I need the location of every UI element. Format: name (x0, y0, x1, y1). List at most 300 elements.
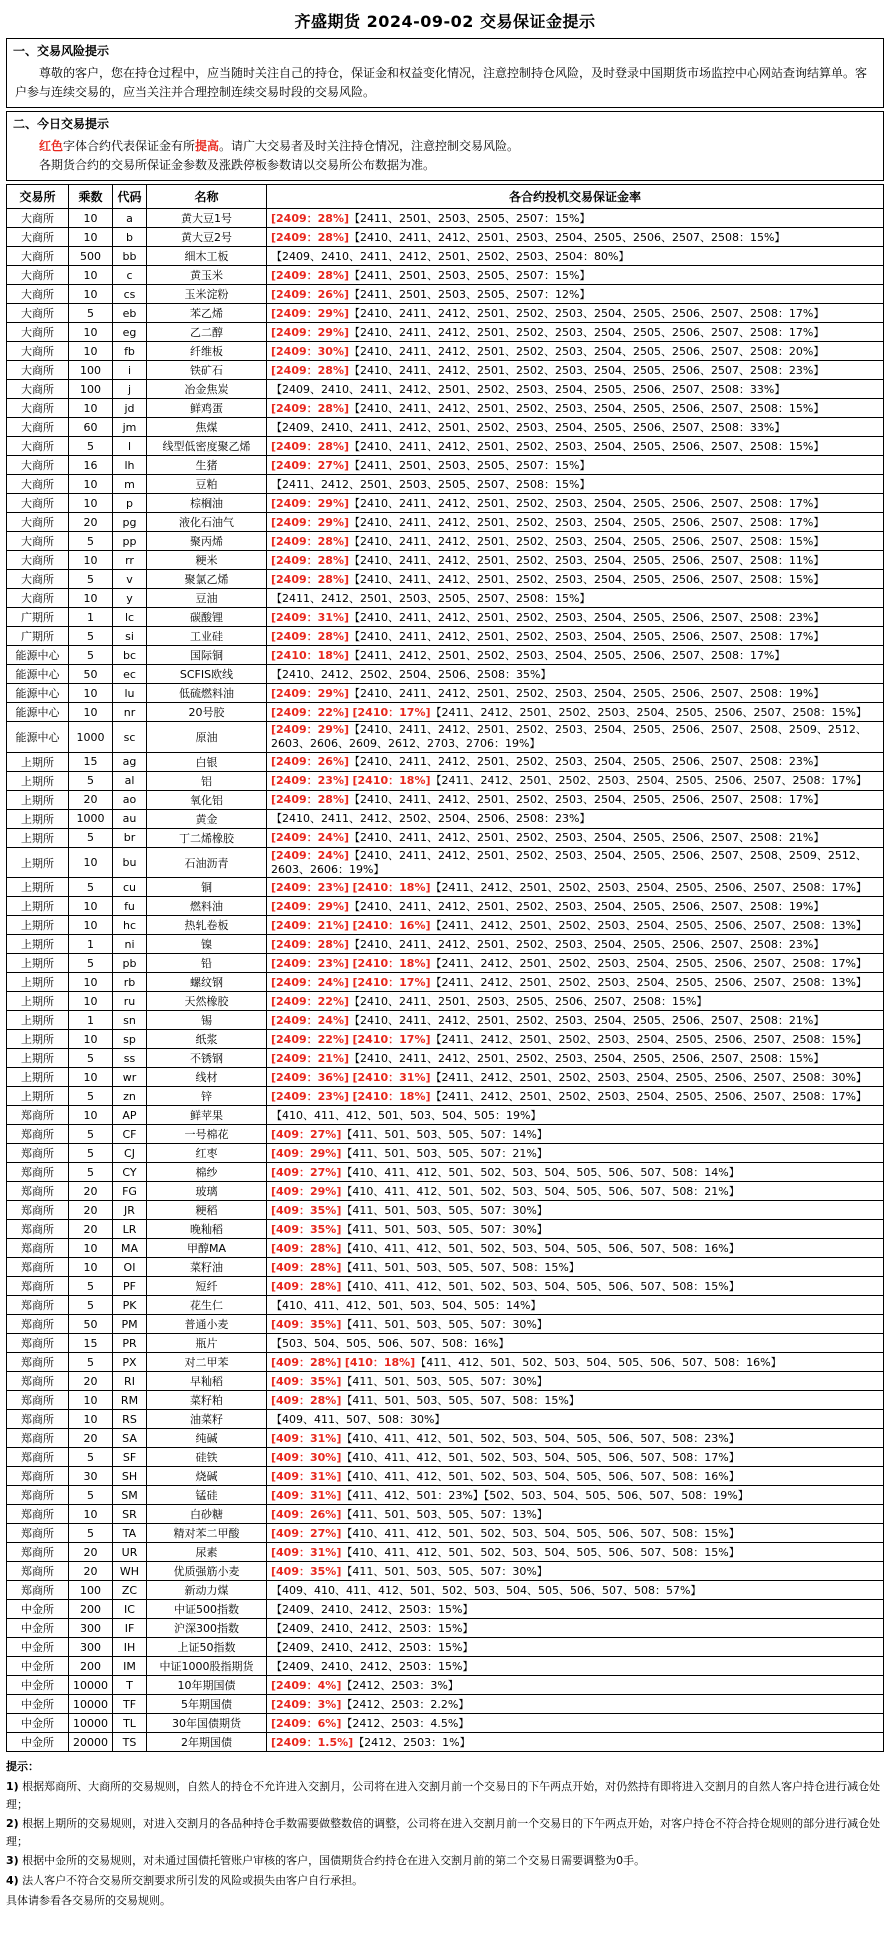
table-row (7, 684, 884, 703)
cell-exchange: 郑商所 (7, 1505, 69, 1524)
cell-code: ss (113, 1049, 147, 1068)
table-row (7, 771, 884, 790)
cell-name: 聚氯乙烯 (147, 570, 267, 589)
cell-margin-rate: [2409：28%]【2410、2411、2412、2501、2502、2503、2504、2505、2506、2507、2508：23%】 (267, 935, 884, 954)
table-row (7, 304, 884, 323)
table-row (7, 1657, 884, 1676)
cell-multiplier: 20 (69, 1543, 113, 1562)
table-row (7, 1220, 884, 1239)
cell-name: 豆油 (147, 589, 267, 608)
cell-margin-rate: 【2409、2410、2412、2503：15%】 (267, 1619, 884, 1638)
table-row (7, 266, 884, 285)
cell-name: 豆粕 (147, 475, 267, 494)
cell-code: TS (113, 1733, 147, 1752)
cell-exchange: 大商所 (7, 532, 69, 551)
table-row (7, 1049, 884, 1068)
footer-note (6, 1778, 884, 1813)
cell-margin-rate: [409：28%] [410：18%]【411、412、501、502、503、504、505、506、507、508：16%】 (267, 1353, 884, 1372)
table-row (7, 342, 884, 361)
cell-code: pb (113, 954, 147, 973)
cell-multiplier: 1 (69, 935, 113, 954)
cell-multiplier: 1000 (69, 809, 113, 828)
cell-name: 国际铜 (147, 646, 267, 665)
cell-exchange: 上期所 (7, 847, 69, 878)
cell-code: rr (113, 551, 147, 570)
cell-name: 晚籼稻 (147, 1220, 267, 1239)
cell-code: m (113, 475, 147, 494)
cell-code: ni (113, 935, 147, 954)
cell-exchange: 郑商所 (7, 1486, 69, 1505)
cell-name: 不锈钢 (147, 1049, 267, 1068)
table-row (7, 247, 884, 266)
cell-margin-rate: [2409：23%] [2410：18%]【2411、2412、2501、2502、2503、2504、2505、2506、2507、2508：17%】 (267, 878, 884, 897)
table-row (7, 1695, 884, 1714)
cell-name: 新动力煤 (147, 1581, 267, 1600)
cell-name: 低硫燃料油 (147, 684, 267, 703)
cell-name: 精对苯二甲酸 (147, 1524, 267, 1543)
cell-margin-rate: [2409：29%]【2410、2411、2412、2501、2502、2503、2504、2505、2506、2507、2508：17%】 (267, 494, 884, 513)
cell-name: 中证1000股指期货 (147, 1657, 267, 1676)
cell-exchange: 上期所 (7, 1049, 69, 1068)
cell-exchange: 大商所 (7, 209, 69, 228)
cell-code: ag (113, 752, 147, 771)
section-today-notice (6, 111, 884, 181)
table-row (7, 589, 884, 608)
cell-name: 10年期国债 (147, 1676, 267, 1695)
cell-name: 鲜苹果 (147, 1106, 267, 1125)
cell-multiplier: 10 (69, 228, 113, 247)
cell-name: 棕榈油 (147, 494, 267, 513)
cell-exchange: 中金所 (7, 1657, 69, 1676)
cell-name: 线型低密度聚乙烯 (147, 437, 267, 456)
cell-code: lc (113, 608, 147, 627)
table-row (7, 1182, 884, 1201)
cell-margin-rate: 【2409、2410、2412、2503：15%】 (267, 1638, 884, 1657)
cell-multiplier: 10 (69, 1410, 113, 1429)
cell-exchange: 中金所 (7, 1714, 69, 1733)
table-row (7, 285, 884, 304)
cell-exchange: 郑商所 (7, 1467, 69, 1486)
cell-multiplier: 5 (69, 1524, 113, 1543)
cell-exchange: 郑商所 (7, 1410, 69, 1429)
cell-name: 5年期国债 (147, 1695, 267, 1714)
cell-code: IF (113, 1619, 147, 1638)
cell-code: WH (113, 1562, 147, 1581)
cell-name: 黄大豆2号 (147, 228, 267, 247)
cell-multiplier: 5 (69, 771, 113, 790)
cell-exchange: 大商所 (7, 589, 69, 608)
cell-code: lh (113, 456, 147, 475)
today-notice-line-1 (15, 137, 875, 156)
cell-name: 工业硅 (147, 627, 267, 646)
cell-multiplier: 10 (69, 475, 113, 494)
cell-multiplier: 5 (69, 304, 113, 323)
cell-name: 棉纱 (147, 1163, 267, 1182)
cell-margin-rate: [2409：24%]【2410、2411、2412、2501、2502、2503、2504、2505、2506、2507、2508：21%】 (267, 1011, 884, 1030)
table-row (7, 570, 884, 589)
cell-name: 铜 (147, 878, 267, 897)
cell-multiplier: 5 (69, 646, 113, 665)
cell-margin-rate: [2409：23%] [2410：18%]【2411、2412、2501、2502、2503、2504、2505、2506、2507、2508：17%】 (267, 771, 884, 790)
cell-code: rb (113, 973, 147, 992)
cell-margin-rate: [2409：22%]【2410、2411、2501、2503、2505、2506、2507、2508：15%】 (267, 992, 884, 1011)
cell-multiplier: 500 (69, 247, 113, 266)
table-row (7, 418, 884, 437)
table-row (7, 916, 884, 935)
cell-multiplier: 5 (69, 627, 113, 646)
table-row (7, 1581, 884, 1600)
today-notice-line-2: 各期货合约的交易所保证金参数及涨跌停板参数请以交易所公布数据为准。 (39, 157, 436, 172)
cell-name: 细木工板 (147, 247, 267, 266)
cell-margin-rate: [2410：18%]【2411、2412、2501、2502、2503、2504、2505、2506、2507、2508：17%】 (267, 646, 884, 665)
cell-exchange: 中金所 (7, 1619, 69, 1638)
cell-multiplier: 100 (69, 380, 113, 399)
cell-code: SA (113, 1429, 147, 1448)
cell-code: c (113, 266, 147, 285)
cell-margin-rate: 【409、410、411、412、501、502、503、504、505、506、507、508：57%】 (267, 1581, 884, 1600)
cell-exchange: 郑商所 (7, 1562, 69, 1581)
cell-margin-rate: [2409：21%]【2410、2411、2412、2501、2502、2503、2504、2505、2506、2507、2508：15%】 (267, 1049, 884, 1068)
cell-name: 铝 (147, 771, 267, 790)
table-row (7, 361, 884, 380)
cell-name: 20号胶 (147, 703, 267, 722)
cell-code: SR (113, 1505, 147, 1524)
cell-name: 一号棉花 (147, 1125, 267, 1144)
cell-exchange: 能源中心 (7, 703, 69, 722)
table-row (7, 1638, 884, 1657)
cell-code: PK (113, 1296, 147, 1315)
cell-margin-rate: [2409：21%] [2410：16%]【2411、2412、2501、2502、2503、2504、2505、2506、2507、2508：13%】 (267, 916, 884, 935)
cell-code: CF (113, 1125, 147, 1144)
cell-margin-rate: [2409：28%]【2410、2411、2412、2501、2502、2503、2504、2505、2506、2507、2508：17%】 (267, 790, 884, 809)
cell-margin-rate: [409：30%]【410、411、412、501、502、503、504、505、506、507、508：17%】 (267, 1448, 884, 1467)
cell-margin-rate: [2409：22%] [2410：17%]【2411、2412、2501、2502、2503、2504、2505、2506、2507、2508：15%】 (267, 1030, 884, 1049)
cell-exchange: 大商所 (7, 380, 69, 399)
table-header-row (7, 185, 884, 209)
cell-code: sp (113, 1030, 147, 1049)
section-today-heading: 二、今日交易提示 (13, 117, 110, 132)
cell-code: zn (113, 1087, 147, 1106)
today-notice-suffix: 。请广大交易者及时关注持仓情况，注意控制交易风险。 (219, 139, 520, 154)
table-row (7, 1011, 884, 1030)
table-row (7, 847, 884, 878)
cell-margin-rate: [2409：28%]【2410、2411、2412、2501、2502、2503、2504、2505、2506、2507、2508：15%】 (267, 437, 884, 456)
cell-name: 原油 (147, 722, 267, 753)
cell-exchange: 郑商所 (7, 1543, 69, 1562)
cell-multiplier: 5 (69, 828, 113, 847)
cell-multiplier: 300 (69, 1638, 113, 1657)
cell-name: 铁矿石 (147, 361, 267, 380)
cell-code: br (113, 828, 147, 847)
cell-exchange: 郑商所 (7, 1391, 69, 1410)
cell-exchange: 上期所 (7, 790, 69, 809)
cell-name: 鲜鸡蛋 (147, 399, 267, 418)
cell-margin-rate: [409：35%]【411、501、503、505、507：30%】 (267, 1315, 884, 1334)
cell-multiplier: 10 (69, 897, 113, 916)
table-row (7, 722, 884, 753)
cell-exchange: 郑商所 (7, 1277, 69, 1296)
today-notice-mid: 字体合约代表保证金有所 (63, 139, 196, 154)
cell-exchange: 郑商所 (7, 1125, 69, 1144)
table-row (7, 1239, 884, 1258)
cell-code: j (113, 380, 147, 399)
cell-exchange: 能源中心 (7, 684, 69, 703)
cell-name: 苯乙烯 (147, 304, 267, 323)
table-row (7, 665, 884, 684)
cell-name: 冶金焦炭 (147, 380, 267, 399)
cell-exchange: 大商所 (7, 266, 69, 285)
cell-multiplier: 20 (69, 1201, 113, 1220)
cell-multiplier: 5 (69, 570, 113, 589)
cell-code: p (113, 494, 147, 513)
table-row (7, 1030, 884, 1049)
cell-multiplier: 5 (69, 1125, 113, 1144)
cell-margin-rate: [409：27%]【410、411、412、501、502、503、504、505、506、507、508：15%】 (267, 1524, 884, 1543)
cell-multiplier: 10 (69, 847, 113, 878)
cell-margin-rate: [409：26%]【411、501、503、505、507：13%】 (267, 1505, 884, 1524)
cell-margin-rate: [2409：28%]【2410、2411、2412、2501、2502、2503、2504、2505、2506、2507、2508：15%】 (267, 399, 884, 418)
cell-margin-rate: [2409：28%]【2410、2411、2412、2501、2502、2503、2504、2505、2506、2507、2508：15%】 (267, 570, 884, 589)
cell-name: 短纤 (147, 1277, 267, 1296)
cell-exchange: 中金所 (7, 1695, 69, 1714)
cell-code: sc (113, 722, 147, 753)
cell-code: i (113, 361, 147, 380)
cell-code: v (113, 570, 147, 589)
page-title: 齐盛期货 2024-09-02 交易保证金提示 (294, 12, 596, 31)
cell-exchange: 大商所 (7, 513, 69, 532)
cell-margin-rate: [409：29%]【410、411、412、501、502、503、504、505、506、507、508：21%】 (267, 1182, 884, 1201)
cell-margin-rate: [2409：31%]【2410、2411、2412、2501、2502、2503、2504、2505、2506、2507、2508：23%】 (267, 608, 884, 627)
cell-exchange: 上期所 (7, 809, 69, 828)
cell-multiplier: 5 (69, 437, 113, 456)
table-row (7, 809, 884, 828)
table-row (7, 790, 884, 809)
margin-rate-table (6, 184, 884, 1752)
cell-code: SF (113, 1448, 147, 1467)
cell-exchange: 大商所 (7, 228, 69, 247)
th-exchange: 交易所 (7, 185, 69, 209)
cell-margin-rate: 【409、411、507、508：30%】 (267, 1410, 884, 1429)
cell-code: lu (113, 684, 147, 703)
cell-multiplier: 5 (69, 532, 113, 551)
th-rate: 各合约投机交易保证金率 (267, 185, 884, 209)
cell-margin-rate: [2409：23%] [2410：18%]【2411、2412、2501、2502、2503、2504、2505、2506、2507、2508：17%】 (267, 954, 884, 973)
cell-multiplier: 20 (69, 1220, 113, 1239)
cell-margin-rate: 【410、411、412、501、503、504、505：14%】 (267, 1296, 884, 1315)
table-row (7, 1543, 884, 1562)
table-row (7, 897, 884, 916)
cell-exchange: 大商所 (7, 361, 69, 380)
red-text-label: 红色 (39, 139, 64, 154)
cell-multiplier: 10 (69, 1030, 113, 1049)
cell-name: 天然橡胶 (147, 992, 267, 1011)
cell-margin-rate: [409：27%]【411、501、503、505、507：14%】 (267, 1125, 884, 1144)
table-row (7, 646, 884, 665)
cell-name: 铅 (147, 954, 267, 973)
cell-exchange: 大商所 (7, 570, 69, 589)
cell-multiplier: 10 (69, 703, 113, 722)
cell-name: 2年期国债 (147, 1733, 267, 1752)
table-row (7, 513, 884, 532)
table-row (7, 1277, 884, 1296)
cell-exchange: 大商所 (7, 418, 69, 437)
cell-code: RI (113, 1372, 147, 1391)
cell-exchange: 上期所 (7, 954, 69, 973)
cell-exchange: 中金所 (7, 1733, 69, 1752)
cell-code: SM (113, 1486, 147, 1505)
table-row (7, 475, 884, 494)
table-row (7, 323, 884, 342)
table-row (7, 1163, 884, 1182)
cell-exchange: 广期所 (7, 608, 69, 627)
table-row (7, 1733, 884, 1752)
cell-exchange: 上期所 (7, 878, 69, 897)
cell-code: RM (113, 1391, 147, 1410)
cell-multiplier: 60 (69, 418, 113, 437)
cell-name: 菜籽粕 (147, 1391, 267, 1410)
table-row (7, 1429, 884, 1448)
cell-exchange: 郑商所 (7, 1258, 69, 1277)
table-row (7, 494, 884, 513)
cell-multiplier: 10 (69, 992, 113, 1011)
cell-multiplier: 50 (69, 1315, 113, 1334)
cell-code: LR (113, 1220, 147, 1239)
table-row (7, 209, 884, 228)
cell-code: UR (113, 1543, 147, 1562)
cell-exchange: 广期所 (7, 627, 69, 646)
cell-exchange: 上期所 (7, 752, 69, 771)
cell-name: 优质强筋小麦 (147, 1562, 267, 1581)
cell-multiplier: 1000 (69, 722, 113, 753)
cell-multiplier: 20 (69, 513, 113, 532)
section-risk-heading: 一、交易风险提示 (13, 44, 110, 58)
cell-exchange: 大商所 (7, 456, 69, 475)
cell-margin-rate: [2409：26%]【2411、2501、2503、2505、2507：12%】 (267, 285, 884, 304)
cell-multiplier: 1 (69, 1011, 113, 1030)
cell-exchange: 大商所 (7, 475, 69, 494)
risk-paragraph: 尊敬的客户，您在持仓过程中，应当随时关注自己的持仓，保证金和权益变化情况，注意控制持仓风险，及时登录中国期货市场监控中心网站查询结算单。客户参与连续交易的，应当关注并合理控制连续交易时段的交易风险。 (15, 66, 868, 99)
cell-margin-rate: [2409：3%]【2412、2503：2.2%】 (267, 1695, 884, 1714)
cell-margin-rate: 【2409、2410、2411、2412、2501、2502、2503、2504：80%】 (267, 247, 884, 266)
cell-multiplier: 15 (69, 1334, 113, 1353)
cell-exchange: 大商所 (7, 399, 69, 418)
cell-exchange: 上期所 (7, 828, 69, 847)
cell-margin-rate: 【2411、2412、2501、2503、2505、2507、2508：15%】 (267, 475, 884, 494)
cell-multiplier: 15 (69, 752, 113, 771)
cell-margin-rate: [2409：28%]【2411、2501、2503、2505、2507：15%】 (267, 209, 884, 228)
cell-margin-rate: 【2409、2410、2411、2412、2501、2502、2503、2504、2505、2506、2507、2508：33%】 (267, 418, 884, 437)
footer-note (6, 1872, 884, 1890)
cell-code: IM (113, 1657, 147, 1676)
cell-name: 锌 (147, 1087, 267, 1106)
cell-multiplier: 10 (69, 1106, 113, 1125)
cell-multiplier: 10 (69, 1239, 113, 1258)
cell-multiplier: 10000 (69, 1714, 113, 1733)
cell-margin-rate: [409：27%]【410、411、412、501、502、503、504、505、506、507、508：14%】 (267, 1163, 884, 1182)
cell-margin-rate: 【410、411、412、501、503、504、505：19%】 (267, 1106, 884, 1125)
table-row (7, 878, 884, 897)
table-row (7, 608, 884, 627)
cell-multiplier: 5 (69, 1296, 113, 1315)
cell-name: 生猪 (147, 456, 267, 475)
cell-name: 中证500指数 (147, 1600, 267, 1619)
cell-margin-rate: [2409：29%]【2410、2411、2412、2501、2502、2503、2504、2505、2506、2507、2508：17%】 (267, 323, 884, 342)
cell-exchange: 中金所 (7, 1638, 69, 1657)
cell-margin-rate: [409：31%]【410、411、412、501、502、503、504、505、506、507、508：15%】 (267, 1543, 884, 1562)
cell-margin-rate: [2409：1.5%]【2412、2503：1%】 (267, 1733, 884, 1752)
cell-exchange: 上期所 (7, 973, 69, 992)
cell-multiplier: 5 (69, 1486, 113, 1505)
cell-name: 早籼稻 (147, 1372, 267, 1391)
cell-multiplier: 5 (69, 954, 113, 973)
cell-exchange: 大商所 (7, 323, 69, 342)
cell-margin-rate: [409：28%]【411、501、503、505、507、508：15%】 (267, 1391, 884, 1410)
table-row (7, 1486, 884, 1505)
cell-margin-rate: [2409：26%]【2410、2411、2412、2501、2502、2503、2504、2505、2506、2507、2508：23%】 (267, 752, 884, 771)
cell-code: IC (113, 1600, 147, 1619)
cell-name: 白砂糖 (147, 1505, 267, 1524)
cell-exchange: 郑商所 (7, 1201, 69, 1220)
cell-margin-rate: [2409：28%]【2410、2411、2412、2501、2502、2503、2504、2505、2506、2507、2508：11%】 (267, 551, 884, 570)
cell-multiplier: 50 (69, 665, 113, 684)
cell-multiplier: 10 (69, 1258, 113, 1277)
cell-code: TF (113, 1695, 147, 1714)
cell-multiplier: 20 (69, 1429, 113, 1448)
cell-name: 硅铁 (147, 1448, 267, 1467)
table-row (7, 1372, 884, 1391)
cell-multiplier: 5 (69, 878, 113, 897)
cell-name: 烧碱 (147, 1467, 267, 1486)
cell-name: 碳酸锂 (147, 608, 267, 627)
table-row (7, 1467, 884, 1486)
cell-margin-rate: [2409：28%]【2410、2411、2412、2501、2502、2503、2504、2505、2506、2507、2508：23%】 (267, 361, 884, 380)
cell-code: l (113, 437, 147, 456)
cell-margin-rate: 【2410、2412、2502、2504、2506、2508：35%】 (267, 665, 884, 684)
cell-code: OI (113, 1258, 147, 1277)
table-row (7, 1353, 884, 1372)
footer-note-number: 2) (6, 1817, 19, 1831)
cell-code: RS (113, 1410, 147, 1429)
cell-code: AP (113, 1106, 147, 1125)
cell-code: bu (113, 847, 147, 878)
cell-margin-rate: [2409：29%]【2410、2411、2412、2501、2502、2503、2504、2505、2506、2507、2508、2509、2512、2603、2606、2609、2612、2703、2706：19%】 (267, 722, 884, 753)
table-row (7, 551, 884, 570)
cell-multiplier: 20 (69, 1372, 113, 1391)
cell-margin-rate: [2409：27%]【2411、2501、2503、2505、2507：15%】 (267, 456, 884, 475)
cell-exchange: 上期所 (7, 935, 69, 954)
cell-margin-rate: [409：35%]【411、501、503、505、507：30%】 (267, 1201, 884, 1220)
cell-multiplier: 10 (69, 1391, 113, 1410)
cell-multiplier: 10 (69, 551, 113, 570)
table-row (7, 1315, 884, 1334)
cell-multiplier: 20 (69, 1182, 113, 1201)
th-multiplier: 乘数 (69, 185, 113, 209)
cell-exchange: 郑商所 (7, 1372, 69, 1391)
cell-code: bb (113, 247, 147, 266)
table-row (7, 752, 884, 771)
cell-exchange: 上期所 (7, 1011, 69, 1030)
table-row (7, 1600, 884, 1619)
raise-label: 提高 (195, 139, 220, 154)
footer-heading: 提示： (6, 1760, 39, 1774)
cell-exchange: 大商所 (7, 285, 69, 304)
cell-exchange: 郑商所 (7, 1163, 69, 1182)
cell-exchange: 中金所 (7, 1600, 69, 1619)
cell-code: CY (113, 1163, 147, 1182)
cell-code: si (113, 627, 147, 646)
table-row (7, 935, 884, 954)
cell-exchange: 郑商所 (7, 1182, 69, 1201)
